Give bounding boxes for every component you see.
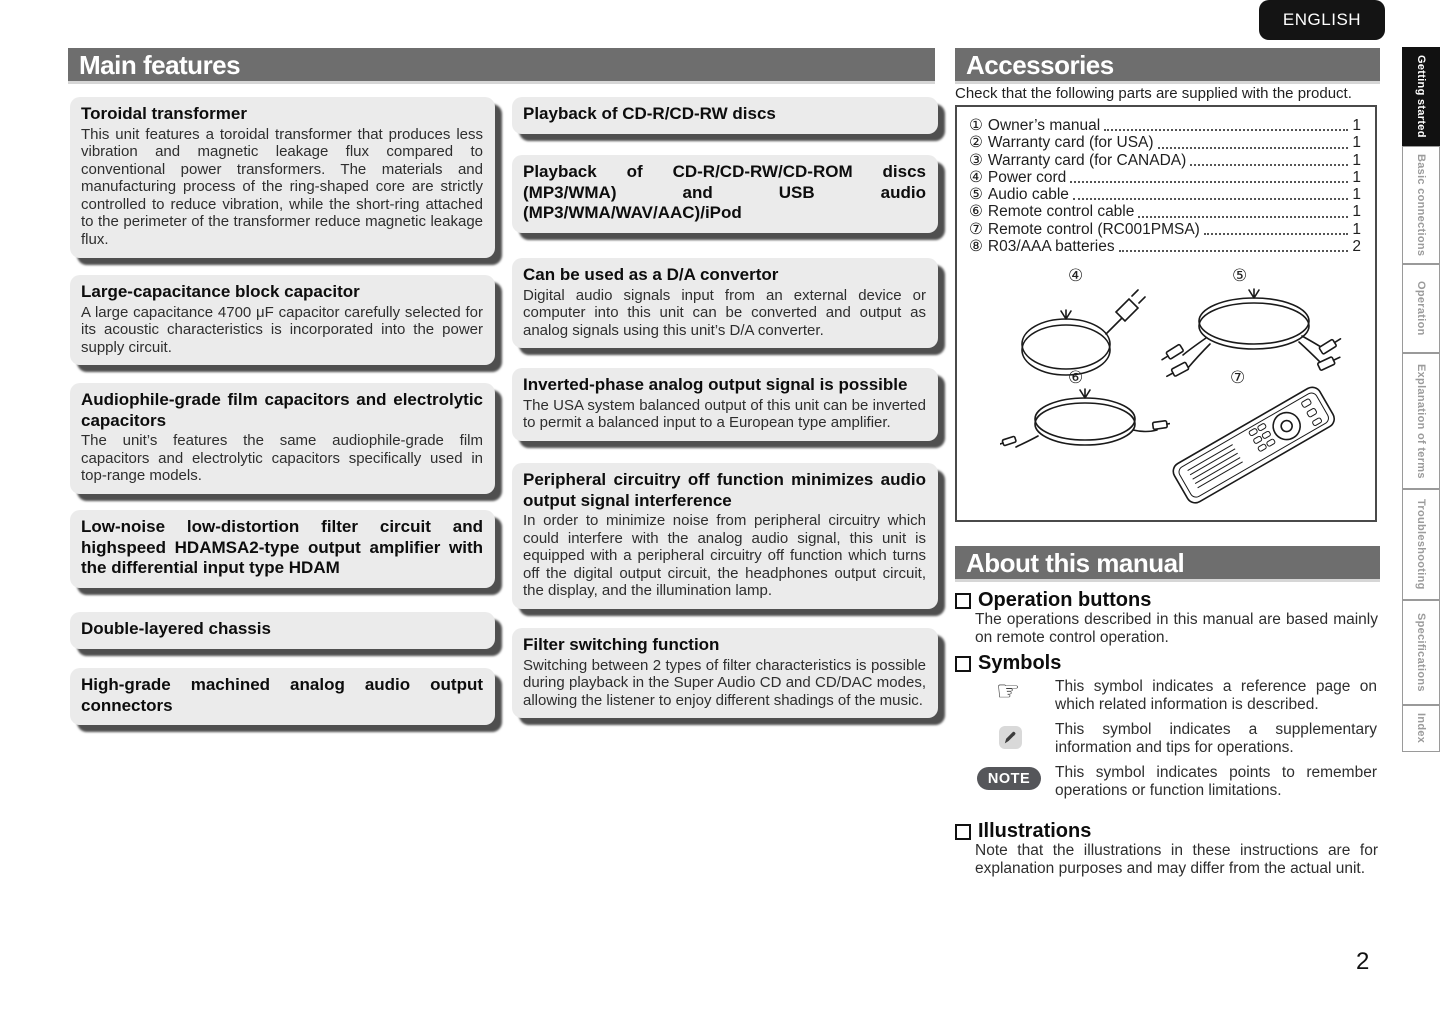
about-header: About this manual — [955, 546, 1380, 582]
dot-leader — [1204, 233, 1349, 235]
accessories-list — [969, 117, 1361, 255]
figure-label-power-cord: ④ — [1068, 266, 1084, 285]
feature-body: Digital audio signals input from an external device or computer into this unit can be converted and output as analog signals using this unit’s D/A converter. — [523, 286, 926, 339]
illustrations-heading — [955, 820, 1091, 843]
accessory-row — [969, 203, 1361, 220]
accessory-qty: 1 — [1352, 220, 1361, 238]
square-bullet-icon — [955, 656, 971, 672]
dot-leader — [1119, 250, 1349, 252]
sidebar-tab-troubleshooting[interactable]: Troubleshooting — [1402, 489, 1440, 600]
feature-title: Playback of CD-R/CD-RW/CD-ROM discs (MP3/WMA) and USB audio (MP3/WMA/WAV/AAC)/iPod — [523, 162, 926, 222]
figure-label-audio-cable: ⑤ — [1232, 266, 1248, 285]
accessory-label: Power cord — [987, 168, 1067, 186]
feature-title: Large-capacitance block capacitor — [81, 282, 360, 301]
feature-title: Audiophile-grade film capacitors and electrolytic capacitors — [81, 390, 483, 430]
feature-body: The unit’s features the same audiophile-grade film capacitors and electrolytic capacitors specifically used in top-range models. — [81, 432, 483, 485]
remote-cable-illustration — [1000, 380, 1170, 475]
dot-leader — [1073, 198, 1348, 200]
circled-number: ① — [969, 117, 983, 134]
heading-text: Illustrations — [978, 820, 1092, 842]
feature-box — [70, 510, 495, 588]
feature-box — [70, 275, 495, 365]
accessory-row — [969, 221, 1361, 238]
accessory-qty: 1 — [1352, 168, 1361, 186]
dot-leader — [1138, 216, 1348, 218]
circled-number: ② — [969, 134, 983, 152]
accessory-row — [969, 169, 1361, 186]
feature-title: Playback of CD-R/CD-RW discs — [523, 104, 776, 123]
circled-number: ④ — [969, 168, 983, 186]
accessory-row — [969, 238, 1361, 255]
sidebar-tab-operation[interactable]: Operation — [1402, 264, 1440, 353]
symbols-heading — [955, 652, 1061, 675]
sidebar-tab-specifications[interactable]: Specifications — [1402, 600, 1440, 705]
circled-number: ⑤ — [969, 186, 983, 204]
accessory-label: Remote control (RC001PMSA) — [987, 220, 1200, 238]
dot-leader — [1104, 129, 1348, 131]
feature-box — [512, 155, 938, 233]
circled-number: ⑦ — [969, 220, 983, 238]
feature-title: Peripheral circuitry off function minimizes audio output signal interference — [523, 470, 926, 510]
power-cord-illustration — [1008, 284, 1148, 394]
accessory-label: Warranty card (for CANADA) — [987, 151, 1187, 169]
feature-box — [512, 258, 938, 348]
accessory-qty: 1 — [1352, 117, 1361, 134]
feature-title: Can be used as a D/A convertor — [523, 265, 779, 284]
feature-title: Inverted-phase analog output signal is possible — [523, 375, 908, 394]
accessory-qty: 2 — [1352, 238, 1361, 256]
note-badge: NOTE — [977, 767, 1041, 790]
feature-box — [512, 97, 938, 134]
remote-control-illustration — [1158, 376, 1343, 514]
main-features-header: Main features — [68, 48, 935, 84]
feature-box — [512, 628, 938, 718]
illustrations-body: Note that the illustrations in these instructions are for explanation purposes and may differ from the actual unit. — [975, 842, 1378, 877]
feature-title: Low-noise low-distortion filter circuit and highspeed HDAMSA2-type output amplifier with the differential input type HDAM — [81, 517, 483, 577]
circled-number: ⑧ — [969, 238, 983, 256]
feature-body: This unit features a toroidal transformer that produces less vibration and magnetic leakage flux compared to conventional power transformers. The materials and manufacturing process of the ring-shaped core are strictly controlled to reduce vibration, while the short-ring attached to the perimeter of the transformer reduce magnetic leakage flux. — [81, 125, 483, 249]
accessory-row — [969, 186, 1361, 203]
accessory-qty: 1 — [1352, 151, 1361, 169]
accessory-qty: 1 — [1352, 186, 1361, 204]
operation-buttons-heading — [955, 589, 1151, 612]
feature-box — [70, 668, 495, 725]
circled-number: ③ — [969, 151, 983, 169]
accessory-qty: 1 — [1352, 134, 1361, 152]
feature-title: High-grade machined analog audio output connectors — [81, 675, 483, 715]
accessories-intro: Check that the following parts are supplied with the product. — [955, 85, 1352, 102]
accessory-row — [969, 134, 1361, 151]
accessory-row — [969, 117, 1361, 134]
dot-leader — [1158, 147, 1349, 149]
feature-box — [70, 612, 495, 649]
symbol-text: This symbol indicates points to remember operations or function limitations. — [1055, 764, 1377, 799]
feature-title: Double-layered chassis — [81, 619, 271, 638]
feature-body: In order to minimize noise from peripheral circuitry which could interfere with the analog audio signal, this unit is equipped with a peripheral circuitry off function which turns off the digital output circuit, the headphones output circuit, the display, and the illumination lamp. — [523, 512, 926, 600]
accessories-header: Accessories — [955, 48, 1380, 84]
figure-label-remote: ⑦ — [1230, 368, 1246, 387]
sidebar-tab-getting-started[interactable]: Getting started — [1402, 47, 1440, 146]
dot-leader — [1070, 181, 1348, 183]
heading-text: Operation buttons — [978, 589, 1152, 611]
symbol-text: This symbol indicates a reference page on which related information is described. — [1055, 678, 1377, 713]
accessory-label: Warranty card (for USA) — [987, 134, 1154, 152]
sidebar-tab-explanation-of-terms[interactable]: Explanation of terms — [1402, 353, 1440, 489]
feature-box — [512, 368, 938, 441]
sidebar-tab-basic-connections[interactable]: Basic connections — [1402, 146, 1440, 264]
accessory-row — [969, 152, 1361, 169]
circled-number: ⑥ — [969, 203, 983, 221]
feature-box — [512, 463, 938, 609]
page-number: 2 — [1356, 948, 1370, 975]
accessory-label: Remote control cable — [987, 203, 1135, 221]
language-badge: ENGLISH — [1259, 0, 1385, 40]
accessory-label: R03/AAA batteries — [987, 238, 1115, 256]
operation-buttons-body: The operations described in this manual are based mainly on remote control operation. — [975, 611, 1378, 646]
feature-title: Toroidal transformer — [81, 104, 247, 123]
accessory-label: Audio cable — [987, 186, 1069, 204]
pointing-hand-icon: ☞ — [996, 676, 1021, 706]
figure-label-remote-cable: ⑥ — [1068, 368, 1084, 387]
sidebar-tab-index[interactable]: Index — [1402, 705, 1440, 752]
square-bullet-icon — [955, 593, 971, 609]
feature-body: A large capacitance 4700 μF capacitor carefully selected for its acoustic characteristics is incorporated into the power supply circuit. — [81, 303, 483, 356]
accessory-label: Owner’s manual — [987, 117, 1101, 134]
feature-body: The USA system balanced output of this unit can be inverted to permit a balanced input to a European type amplifier. — [523, 396, 926, 432]
feature-body: Switching between 2 types of filter characteristics is possible during playback in the Super Audio CD and CD/DAC modes, allowing the listener to enjoy different shadings of the music. — [523, 656, 926, 709]
feature-title: Filter switching function — [523, 635, 720, 654]
feature-box — [70, 97, 495, 258]
accessory-qty: 1 — [1352, 203, 1361, 221]
square-bullet-icon — [955, 824, 971, 840]
dot-leader — [1190, 164, 1348, 166]
feature-box — [70, 383, 495, 494]
symbol-text: This symbol indicates a supplementary information and tips for operations. — [1055, 721, 1377, 756]
heading-text: Symbols — [978, 652, 1062, 674]
pencil-icon — [999, 726, 1022, 749]
